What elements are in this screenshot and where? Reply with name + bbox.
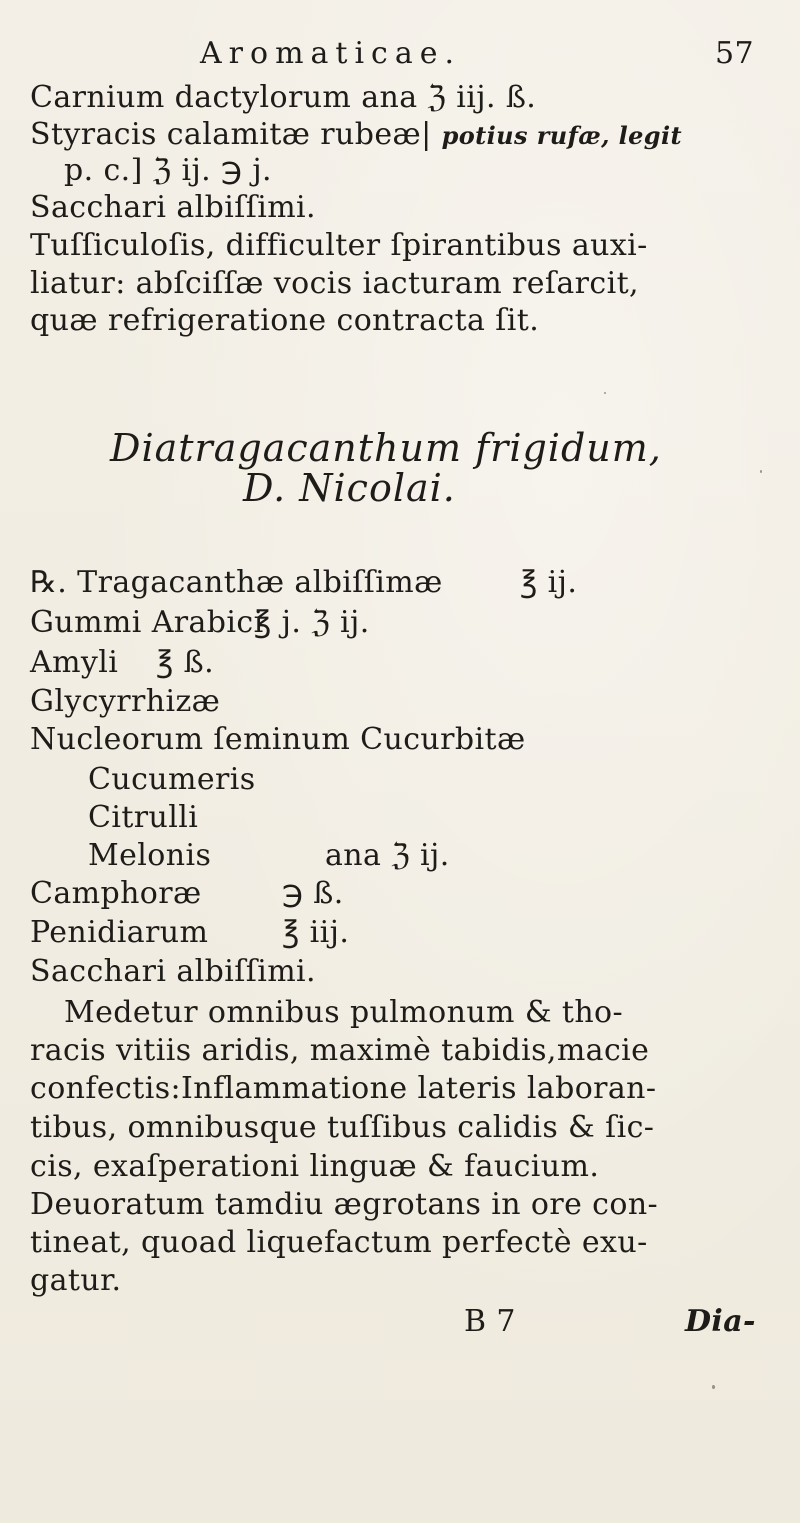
page-number: 57 [715,36,754,71]
ingredient-name: Sacchari albiſſimi. [30,954,316,989]
text-line: Deuoratum tamdiu ægrotans in ore con- [30,1187,659,1222]
text-line: tibus, omnibusque tuſſibus calidis & ſic- [30,1110,655,1145]
ingredient-name: Nucleorum ſeminum Cucurbitæ [30,722,526,757]
signature-mark: B 7 [464,1304,516,1339]
text-line: p. c.] ℨ ij. ℈ j. [64,153,272,188]
text-line [30,117,682,154]
text-line: racis vitiis aridis, maximè tabidis,macie [30,1033,650,1068]
text-line: quæ refrigeratione contracta ſit. [30,303,540,338]
text-line: gatur. [30,1263,122,1298]
paper-speck [760,470,762,473]
ingredient-amount: ℥ j. ℨ ij. [254,605,370,640]
ingredient-name: Melonis [88,838,212,873]
ingredient-amount: ℥ iij. [282,915,350,950]
ingredient-name: Camphoræ [30,876,202,911]
ingredient-amount: ℈ ß. [282,876,344,911]
running-title: Aromaticae. [200,36,462,71]
text-line: liatur: abſciſſæ vocis iacturam reſarcit, [30,266,639,301]
ingredient-name: Cucumeris [88,762,256,797]
ingredient-name: Penidiarum [30,915,209,950]
ingredient-amount: ana ℨ ij. [325,838,450,873]
text-line: Medetur omnibus pulmonum & tho- [64,995,624,1030]
ingredient-name: ℞. Tragacanthæ albiſſimæ [30,565,443,600]
emendation-bracket: | [421,117,442,152]
text-line: tineat, quoad liquefactum perfectè exu- [30,1225,648,1260]
ingredient-name: Gummi Arabici [30,605,264,640]
paper-speck [604,392,606,394]
recipe-title: Diatragacanthum frigidum, [110,426,662,470]
ingredient-name: Citrulli [88,800,199,835]
emendation-note: potius rufæ, legit [441,121,682,150]
ingredient-amount: ℥ ij. [520,565,578,600]
text-segment: Styracis calamitæ rubeæ [30,117,422,152]
recipe-subtitle: D. Nicolai. [243,466,456,510]
text-line: Sacchari albiſſimi. [30,190,316,225]
text-line: cis, exaſperationi linguæ & faucium. [30,1149,600,1184]
ingredient-name: Glycyrrhizæ [30,684,221,719]
catchword: Dia- [685,1304,756,1339]
text-line: confectis:Inflammatione lateris laboran- [30,1071,657,1106]
text-line: Tuſſiculoſis, difficulter ſpirantibus auxi- [30,228,648,263]
ingredient-amount: ℥ ß. [156,645,215,680]
text-line: Carnium dactylorum ana ℨ iij. ß. [30,80,537,115]
ingredient-name: Amyli [30,645,119,680]
paper-speck [712,1385,715,1389]
